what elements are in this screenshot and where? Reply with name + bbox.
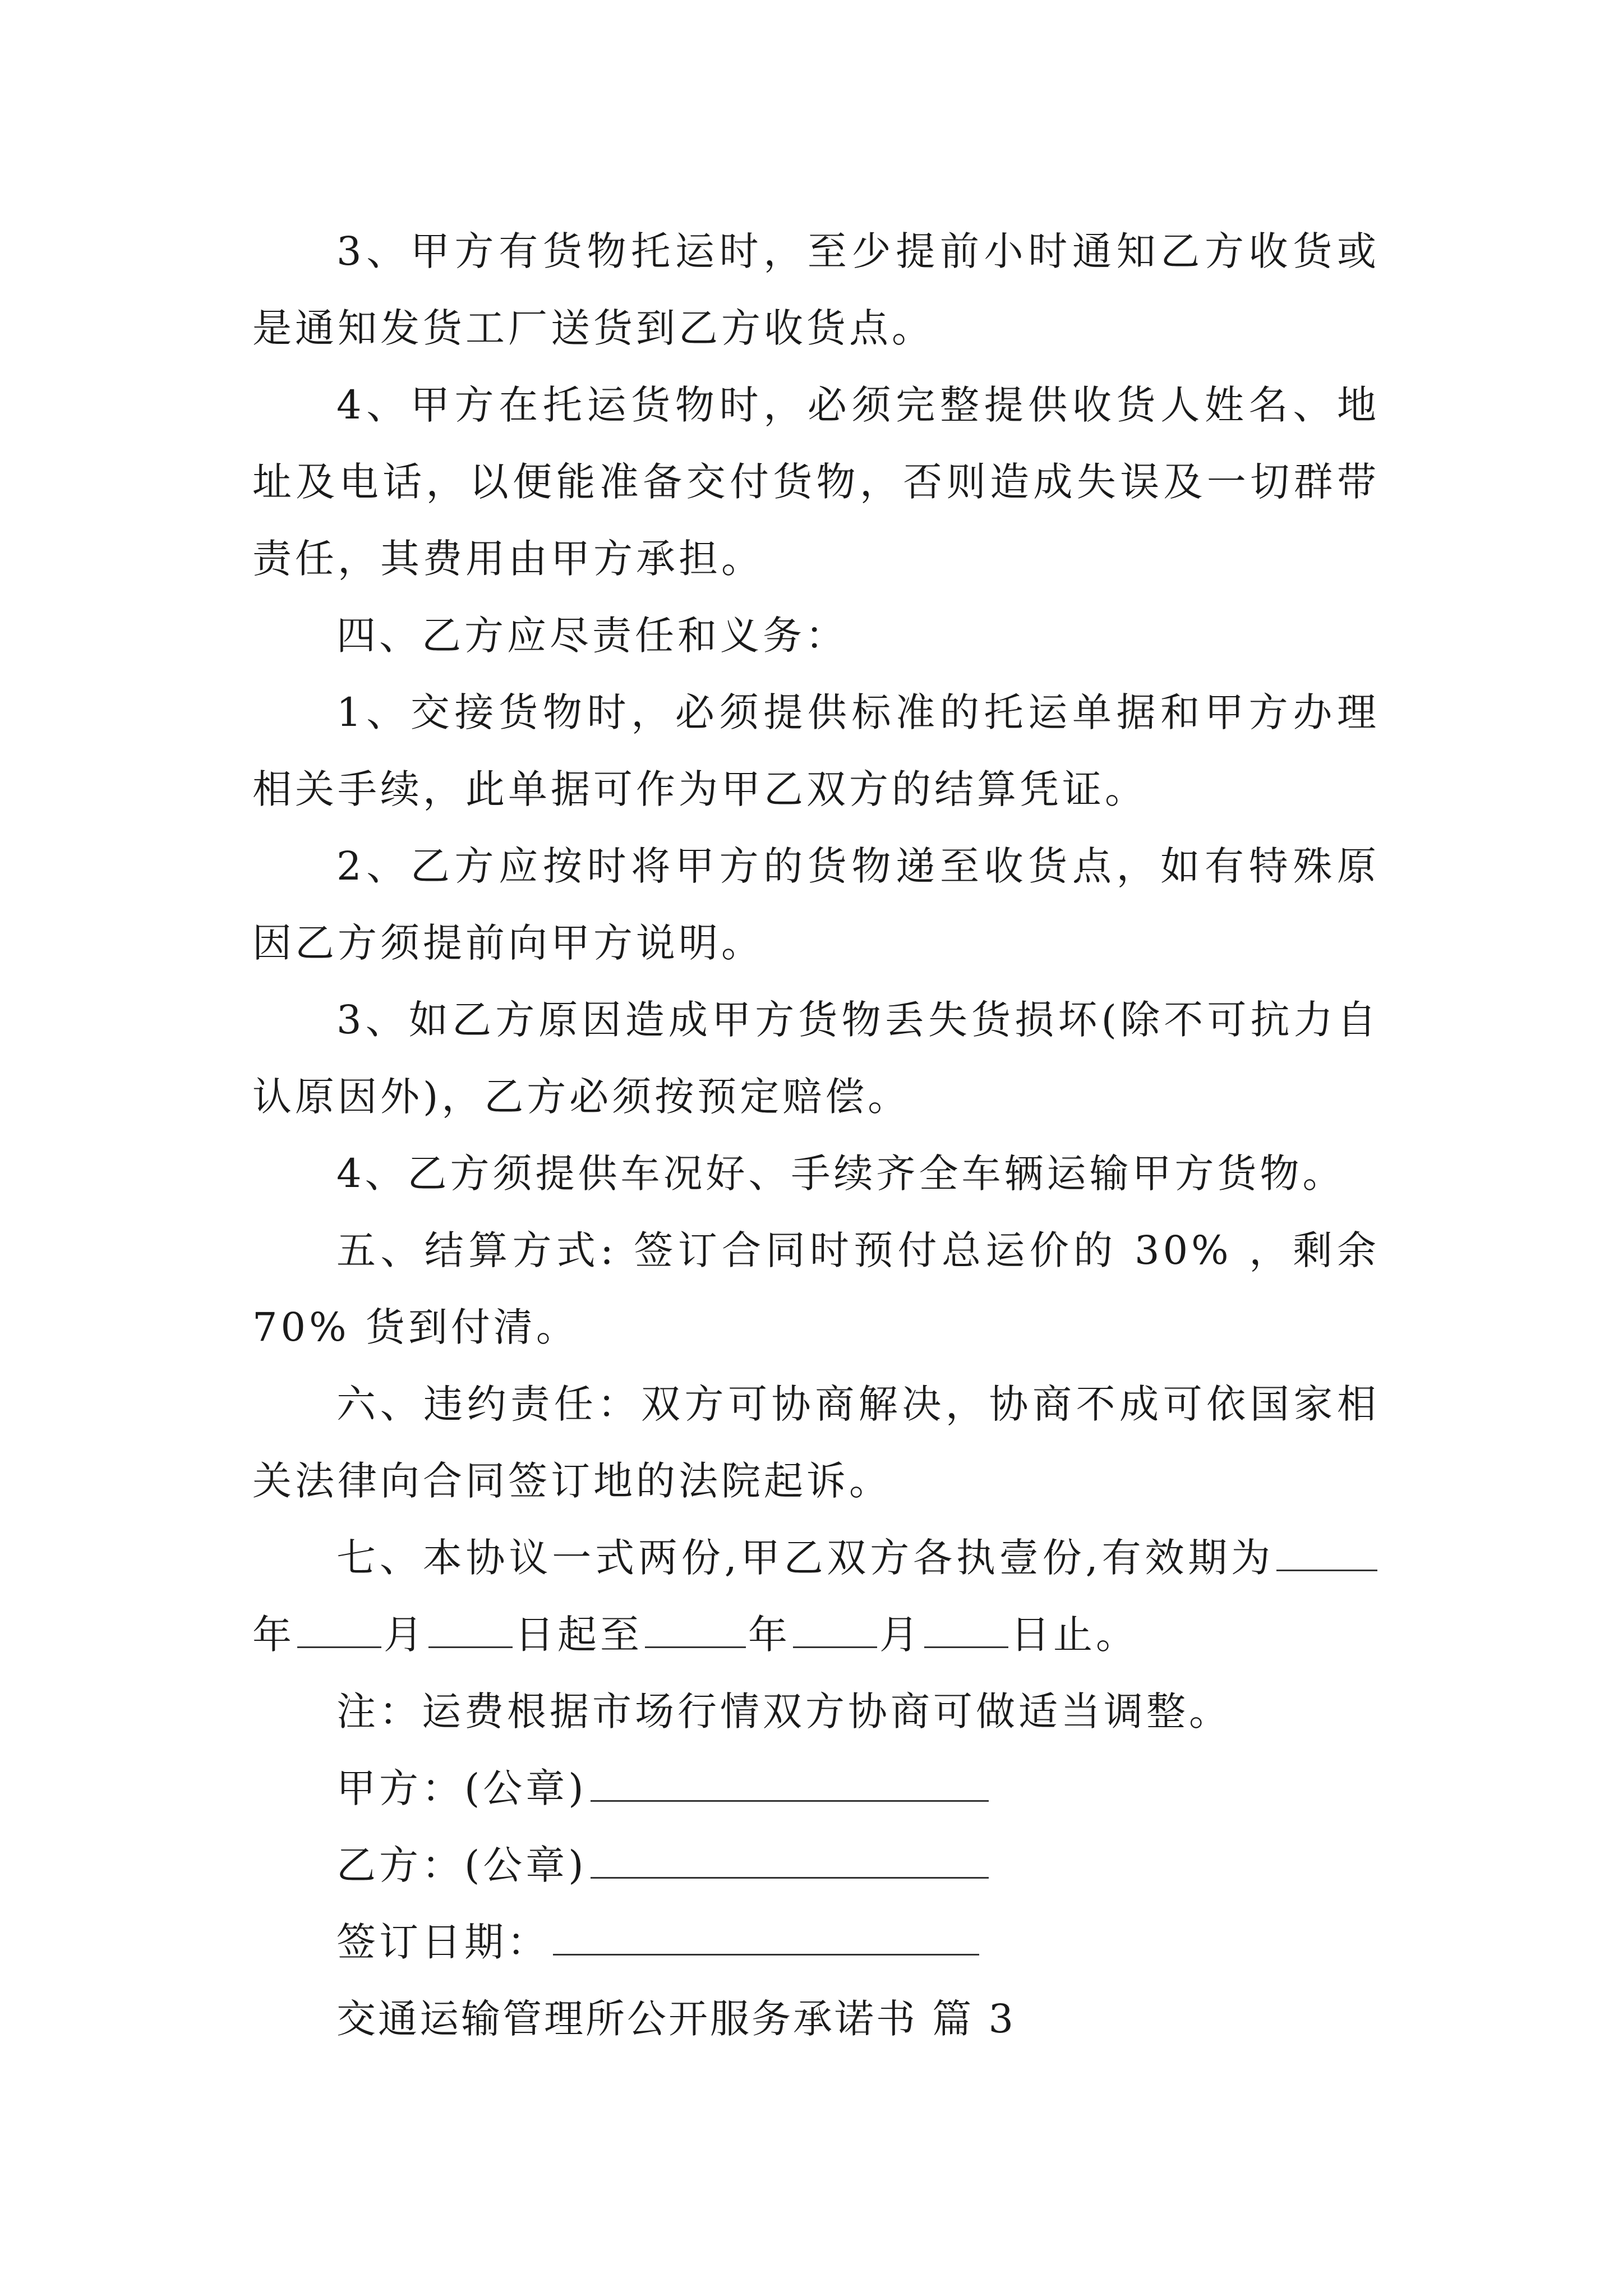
blank-start-year[interactable] [1276, 1536, 1377, 1571]
party-b-label: 乙方：(公章) [336, 1842, 587, 1888]
note: 注：运费根据市场行情双方协商可做适当调整。 [336, 1688, 1232, 1734]
section-breach: 六、违约责任：双方可协商解决，协商不成可依国家相关法律向合同签订地的法院起诉。 [252, 1381, 1380, 1504]
section-validity [252, 1520, 1380, 1673]
signature-date [252, 1904, 1380, 1981]
validity-month-2: 月 [879, 1612, 922, 1658]
paragraph-1: 3、甲方有货物托运时，至少提前小时通知乙方收货或是通知发货工厂送货到乙方收货点。 [252, 228, 1380, 351]
party-a-signature-line[interactable] [591, 1761, 989, 1802]
blank-start-month[interactable] [297, 1613, 381, 1648]
validity-day-1: 日起至 [515, 1612, 643, 1658]
blank-end-month[interactable] [793, 1613, 877, 1648]
sign-date-label: 签订日期： [336, 1919, 550, 1965]
signature-party-a [252, 1750, 1380, 1827]
validity-month-1: 月 [384, 1612, 426, 1658]
section-heading-4: 四、乙方应尽责任和义务： [336, 613, 848, 659]
validity-lead: 七、本协议一式两份,甲乙双方各执壹份,有效期为 [336, 1535, 1274, 1581]
validity-year-1: 年 [252, 1612, 295, 1658]
blank-end-day[interactable] [924, 1613, 1008, 1648]
next-section-title: 交通运输管理所公开服务承诺书 篇 3 [336, 1996, 1016, 2042]
paragraph-3: 1、交接货物时，必须提供标准的托运单据和甲方办理相关手续，此单据可作为甲乙双方的结算凭证。 [252, 689, 1380, 812]
paragraph-4: 2、乙方应按时将甲方的货物递至收货点，如有特殊原因乙方须提前向甲方说明。 [252, 843, 1380, 966]
paragraph-2: 4、甲方在托运货物时，必须完整提供收货人姓名、地址及电话，以便能准备交付货物，否则造成失误及一切群带责任，其费用由甲方承担。 [252, 382, 1380, 582]
signature-party-b [252, 1827, 1380, 1904]
validity-year-2: 年 [748, 1612, 791, 1658]
blank-end-year[interactable] [645, 1613, 746, 1648]
validity-day-2: 日止。 [1011, 1612, 1138, 1658]
document-page [252, 213, 1380, 2058]
paragraph-5: 3、如乙方原因造成甲方货物丢失货损坏(除不可抗力自认原因外)，乙方必须按预定赔偿。 [252, 997, 1380, 1120]
sign-date-line[interactable] [553, 1915, 979, 1955]
paragraph-6: 4、乙方须提供车况好、手续齐全车辆运输甲方货物。 [336, 1151, 1345, 1197]
section-settlement: 五、结算方式: 签订合同时预付总运价的 30% ，剩余 70% 货到付清。 [252, 1227, 1380, 1350]
party-a-label: 甲方：(公章) [336, 1765, 587, 1811]
blank-start-day[interactable] [428, 1613, 513, 1648]
party-b-signature-line[interactable] [591, 1838, 989, 1879]
